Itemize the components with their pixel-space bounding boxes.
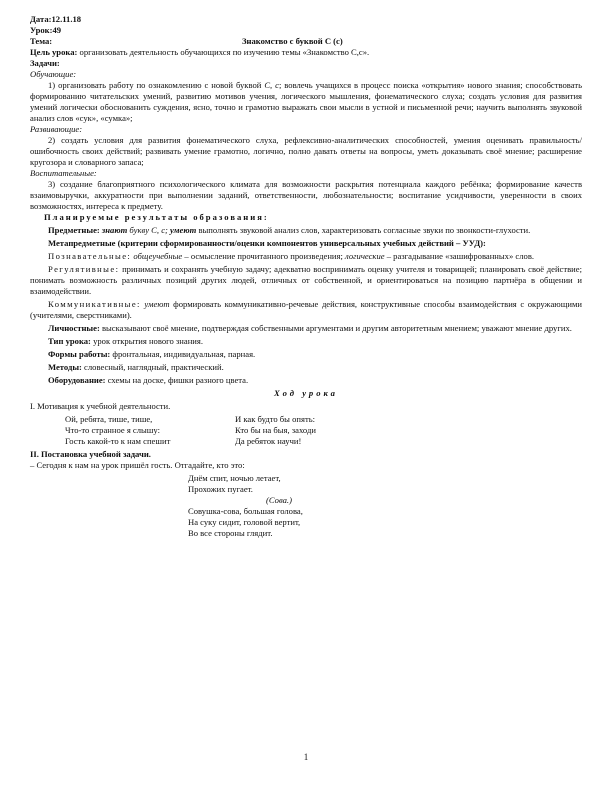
goal-line (30, 47, 582, 58)
lesson-type-text: урок открытия нового знания. (90, 336, 203, 346)
teaching-paragraph (30, 80, 582, 124)
riddle-intro: – Сегодня к нам на урок пришёл гость. Отгадайте, кто это: (30, 460, 245, 470)
subject-text: выполнять звуковой анализ слов, характеризовать согласные звуки по звонкости-глухости. (196, 225, 531, 235)
work-forms-label: Формы работы: (48, 349, 111, 359)
developing-paragraph: 2) создать условия для развития фонематического слуха, рефлексивно-аналитических способностей, умения оценивать правильность/ошибочность своих действий; развивать умение грамотно, логично, полно давать ответы на вопросы, уметь доказывать своё мнение; расширение кругозора и словарного запаса; (30, 135, 582, 167)
planned-results-heading: Планируемые результаты образования: (44, 212, 269, 222)
riddle-line: Прохожих пугает. (188, 484, 253, 494)
communicative-can: умеют (140, 299, 170, 309)
methods-text: словесный, наглядный, практический. (81, 362, 224, 372)
poem-line: Что-то странное я слышу: (65, 425, 160, 435)
riddle (188, 473, 582, 539)
subject-results (30, 225, 582, 236)
poem-line: Гость какой-то к нам спешит (65, 436, 171, 446)
lesson-type (30, 336, 582, 347)
communicative-label: Коммуникативные: (48, 299, 141, 309)
subject-know: знают (99, 225, 128, 235)
educating-paragraph: 3) создание благоприятного психологического климата для возможности раскрытия потенциала каждого ребёнка; формирование качеств взаимовыручки, аккуратности при выполнении заданий, ответственности, любознательности; воспитание усидчивости, уверенности в своих возможностях, интереса к предмету. (30, 179, 582, 211)
motivation-poem (65, 414, 582, 447)
equipment-text: схемы на доске, фишки разного цвета. (105, 375, 249, 385)
personal-results (30, 323, 582, 334)
section-1-heading: I. Мотивация к учебной деятельности. (30, 401, 171, 411)
methods-label: Методы: (48, 362, 82, 372)
equipment-label: Оборудование: (48, 375, 106, 385)
work-forms (30, 349, 582, 360)
lesson-type-label: Тип урока: (48, 336, 91, 346)
communicative-text: формировать коммуникативно-речевые действия, конструктивные способы взаимодействия с окружающими (учителями, сверстниками). (30, 299, 582, 320)
equipment (30, 375, 582, 386)
riddle-line: Совушка-сова, большая голова, (188, 506, 303, 516)
page-number: 1 (303, 752, 309, 762)
subject-label: Предметные: (48, 225, 100, 235)
teaching-letters: С, с (264, 80, 279, 90)
topic-label: Тема: (30, 36, 53, 46)
riddle-line: На суку сидит, головой вертит, (188, 517, 301, 527)
topic-value: Знакомство с буквой С (с) (242, 36, 343, 46)
subject-can: умеют (167, 225, 197, 235)
developing-label: Развивающие: (30, 124, 83, 134)
riddle-answer: (Сова.) (266, 495, 292, 505)
subject-letters: букву С, с; (127, 225, 168, 235)
lesson-date: Дата:12.11.18 (30, 14, 82, 24)
cognitive-label: Познавательные: (48, 251, 132, 261)
riddle-line: Днём спит, ночью летает, (188, 473, 281, 483)
goal-text: организовать деятельность обучающихся по изучению темы «Знакомство С,с». (77, 47, 370, 57)
topic-line (30, 36, 582, 47)
work-forms-text: фронтальная, индивидуальная, парная. (110, 349, 256, 359)
poem-line: И как будто бы опять: (235, 414, 316, 424)
tasks-label: Задачи: (30, 58, 60, 68)
personal-label: Личностные: (48, 323, 100, 333)
educating-label: Воспитательные: (30, 168, 97, 178)
riddle-line: Во все стороны глядит. (188, 528, 273, 538)
cognitive-text-2: – разгадывание «зашифрованных» слов. (384, 251, 535, 261)
poem-line: Ой, ребята, тише, тише, (65, 414, 153, 424)
regulatory-results (30, 264, 582, 297)
personal-text: высказывают своё мнение, подтверждая собственными аргументами и другим авторитетным мнением; уважают мнение других. (99, 323, 572, 333)
teaching-text-a: 1) организовать работу по ознакомлению с новой буквой (48, 80, 265, 90)
cognitive-text-1: – осмысление прочитанного произведения; (182, 251, 346, 261)
poem-line: Кто бы на быя, заходи (235, 425, 316, 435)
teaching-text-b: ; вовлечь учащихся в процесс поиска «открытия» нового знания; способствовать формированию читательских умений, развитию мотивов учения, логического мышления, фонематического слуха; создать условия для развития умений логически обоснованить суждения, ясно, точно и грамотно выражать свои мысли в устной и письменной речи; научить выполнять звуковой анализ слов «сук», «сумка»; (30, 80, 583, 123)
regulatory-text: принимать и сохранять учебную задачу; адекватно воспринимать оценку учителя и товарищей; планировать своё действие; понимать возможность различных позиций других людей, отличных от собственной, и ориентироваться на позицию партнёра в общении и взаимодействии. (30, 264, 582, 296)
lesson-number: Урок:49 (30, 25, 62, 35)
teaching-label: Обучающие: (30, 69, 77, 79)
regulatory-label: Регулятивные: (48, 264, 120, 274)
methods (30, 362, 582, 373)
meta-heading: Метапредметные (критерии сформированности/оценки компонентов универсальных учебных действий – УУД): (48, 238, 486, 248)
communicative-results (30, 299, 582, 321)
cognitive-logical: логические (345, 251, 385, 261)
cognitive-general: общеучебные (133, 251, 183, 261)
section-2-heading: II. Постановка учебной задачи. (30, 449, 151, 459)
cognitive-results (30, 251, 582, 262)
lesson-course-heading: Ход урока (274, 388, 338, 398)
poem-line: Да ребяток научи! (235, 436, 302, 446)
goal-label: Цель урока: (30, 47, 78, 57)
